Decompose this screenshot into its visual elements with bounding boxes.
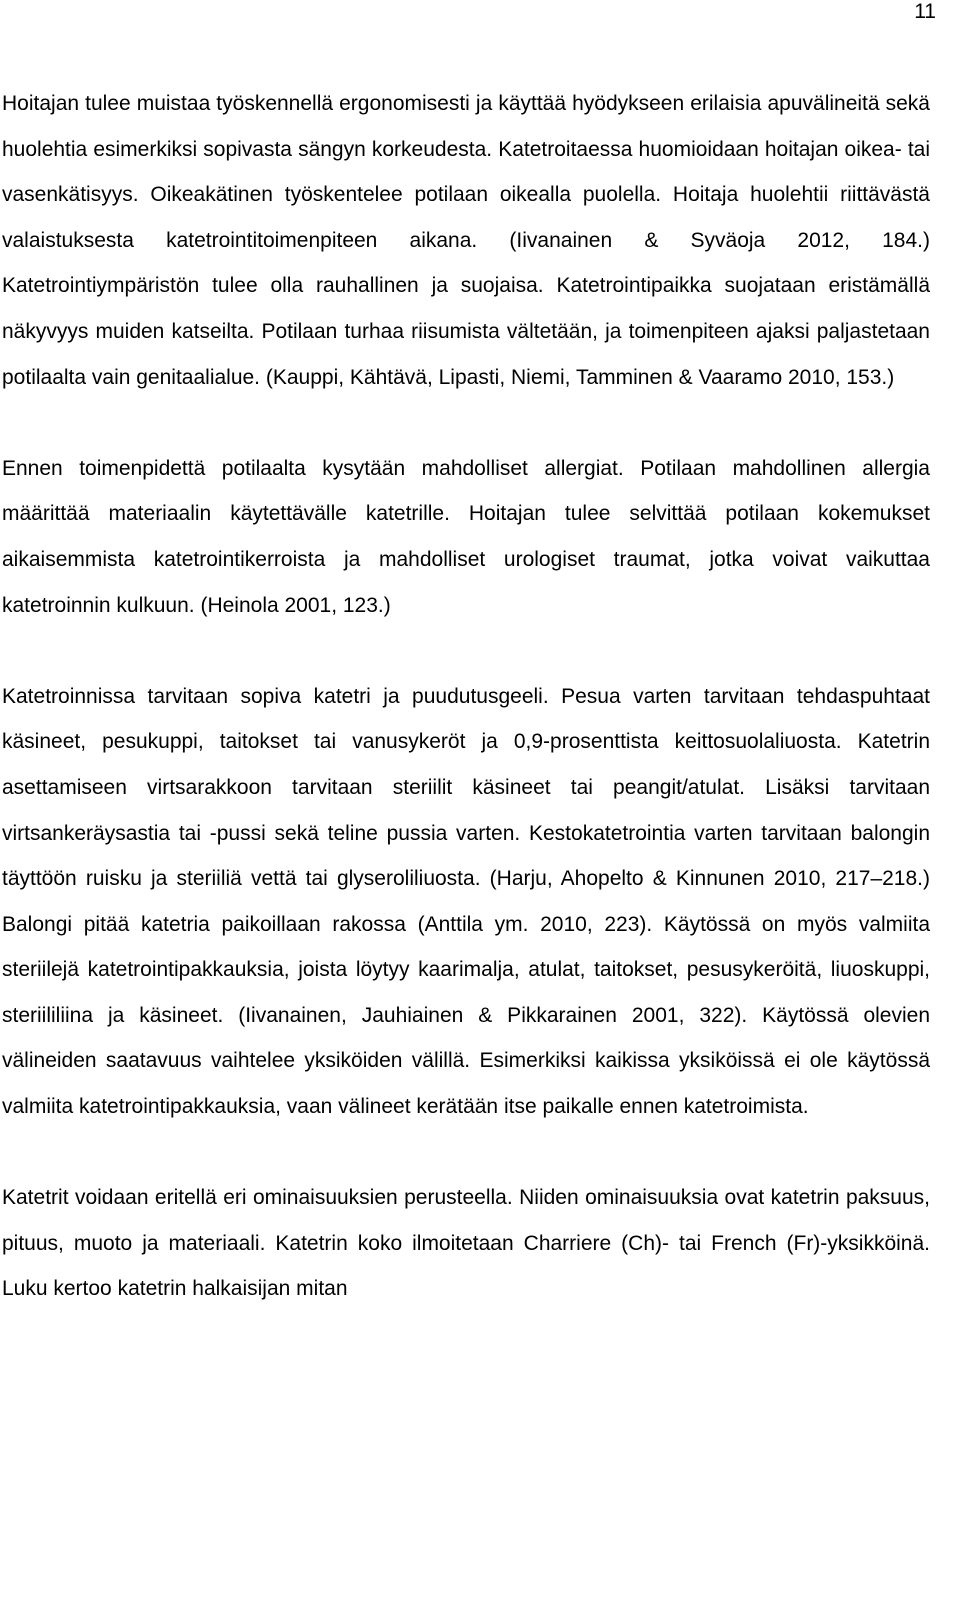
document-body xyxy=(2,81,930,1312)
paragraph-equipment: Katetroinnissa tarvitaan sopiva katetri ja puudutusgeeli. Pesua varten tarvitaan tehdaspuhtaat käsineet, pesukuppi, taitokset tai vanusykeröt ja 0,9-prosenttista keittosuolaliuosta. Katetrin asettamiseen virtsarakkoon tarvitaan steriilit käsineet tai peangit/atulat. Lisäksi tarvitaan virtsankeräysastia tai -pussi sekä teline pussia varten. Kestokatetrointia varten tarvitaan balongin täyttöön ruisku ja steriiliä vettä tai glyseroliliuosta. (Harju, Ahopelto & Kinnunen 2010, 217–218.) Balongi pitää katetria paikoillaan rakossa (Anttila ym. 2010, 223). Käytössä on myös valmiita steriilejä katetrointipakkauksia, joista löytyy kaarimalja, atulat, taitokset, pesusykeröitä, liuoskuppi, steriililiina ja käsineet. (Iivanainen, Jauhiainen & Pikkarainen 2001, 322). Käytössä olevien välineiden saatavuus vaihtelee yksiköiden välillä. Esimerkiksi kaikissa yksiköissä ei ole käytössä valmiita katetrointipakkauksia, vaan välineet kerätään itse paikalle ennen katetroimista. xyxy=(2,684,930,1119)
paragraph-catheter-properties: Katetrit voidaan eritellä eri ominaisuuksien perusteella. Niiden ominaisuuksia ovat katetrin paksuus, pituus, muoto ja materiaali. Katetrin koko ilmoitetaan Charriere (Ch)- tai French (Fr)-yksikköinä. Luku kertoo katetrin halkaisijan mitan xyxy=(2,1186,930,1301)
page-number: 11 xyxy=(914,0,936,23)
paragraph-ergonomics: Hoitajan tulee muistaa työskennellä ergonomisesti ja käyttää hyödykseen erilaisia apuvälineitä sekä huolehtia esimerkiksi sopivasta sängyn korkeudesta. Katetroitaessa huomioidaan hoitajan oikea- tai vasenkätisyys. Oikeakätinen työskentelee potilaan oikealla puolella. Hoitaja huolehtii riittävästä valaistuksesta katetrointitoimenpiteen aikana. (Iivanainen & Syväoja 2012, 184.) Katetrointiympäristön tulee olla rauhallinen ja suojaisa. Katetrointipaikka suojataan eristämällä näkyvyys muiden katseilta. Potilaan turhaa riisumista vältetään, ja toimenpiteen ajaksi paljastetaan potilaalta vain genitaalialue. (Kauppi, Kähtävä, Lipasti, Niemi, Tamminen & Vaaramo 2010, 153.) xyxy=(2,92,930,389)
paragraph-allergies: Ennen toimenpidettä potilaalta kysytään mahdolliset allergiat. Potilaan mahdollinen allergia määrittää materiaalin käytettävälle katetrille. Hoitajan tulee selvittää potilaan kokemukset aikaisemmista katetrointikerroista ja mahdolliset urologiset traumat, jotka voivat vaikuttaa katetroinnin kulkuun. (Heinola 2001, 123.) xyxy=(2,456,930,617)
